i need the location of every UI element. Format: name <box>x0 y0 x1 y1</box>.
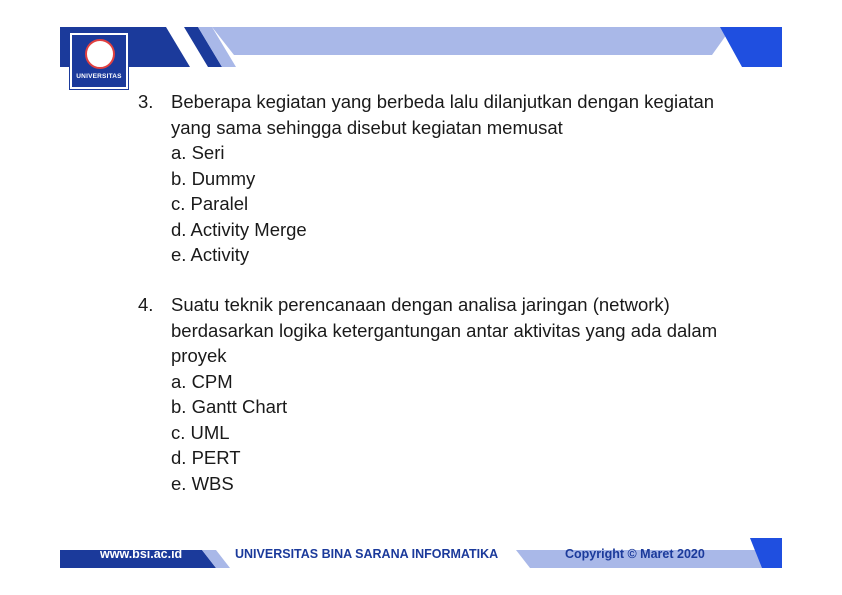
logo-emblem-icon <box>85 39 115 69</box>
footer-university: UNIVERSITAS BINA SARANA INFORMATIKA <box>235 547 499 561</box>
option-c: c. Paralel <box>171 193 249 214</box>
option-d: d. PERT <box>171 447 241 468</box>
university-logo <box>70 33 128 89</box>
option-b: b. Gantt Chart <box>171 396 288 417</box>
footer-copyright: Copyright © Maret 2020 <box>565 547 705 561</box>
option-e: e. WBS <box>171 472 234 494</box>
logo-text: UNIVERSITAS <box>76 73 122 80</box>
question-text: Suatu teknik perencanaan dengan analisa jaringan (network) berdasarkan logika ketergantungan antar aktivitas yang ada dalam proyek <box>171 294 718 366</box>
question-text: Beberapa kegiatan yang berbeda lalu dilanjutkan dengan kegiatan yang sama sehingga disebut kegiatan memusat <box>171 91 715 138</box>
footer-website: www.bsi.ac.id <box>100 547 183 561</box>
slide <box>60 27 782 568</box>
option-d: d. Activity Merge <box>171 218 307 240</box>
option-b: b. Dummy <box>171 167 256 189</box>
option-a: a. Seri <box>171 142 225 163</box>
option-c: c. UML <box>171 421 230 443</box>
question-number: 3. <box>138 91 154 112</box>
option-e: e. Activity <box>171 244 250 265</box>
question-number: 4. <box>138 294 154 315</box>
option-a: a. CPM <box>171 370 233 392</box>
header-band <box>60 27 782 67</box>
